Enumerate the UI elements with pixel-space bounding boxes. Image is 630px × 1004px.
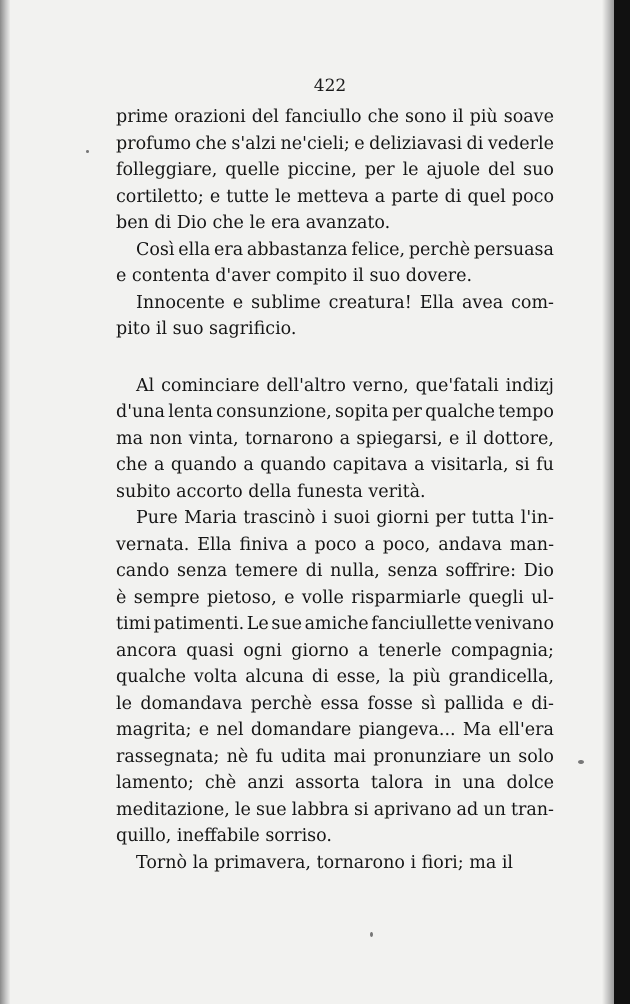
text-line: subito accorto della funesta verità.: [116, 481, 426, 502]
text-line: ma non vinta, tornarono a spiegarsi, e il dottore,: [116, 428, 554, 449]
paragraph: [116, 104, 554, 237]
text-line: le domandava perchè essa fosse sì pallida e di-: [116, 693, 554, 714]
page-number: 422: [313, 76, 347, 96]
paragraph-gap: [116, 343, 554, 373]
paper-speck: [370, 932, 373, 937]
text-line: d'una lenta consunzione, sopita per qualche tempo: [116, 402, 554, 422]
paragraph: [116, 373, 554, 506]
text-line: meditazione, le sue labbra si aprivano ad un tran-: [116, 799, 554, 820]
page-left-edge: [0, 0, 10, 1004]
paragraph: [116, 290, 554, 343]
text-line: Pure Maria trascinò i suoi giorni per tutta l'in-: [136, 508, 554, 528]
paragraph: [116, 237, 554, 290]
paper-speck: [86, 150, 89, 153]
text-line: cortiletto; e tutte le metteva a parte di quel poco: [116, 186, 554, 207]
text-line: cando senza temere di nulla, senza soffrire: Dio: [116, 561, 554, 581]
text-line: timi patimenti. Le sue amiche fanciullette venivano: [116, 614, 554, 634]
text-line: che a quando a quando capitava a visitarla, si fu: [116, 455, 554, 475]
body-text: [116, 104, 554, 876]
paper-speck: [578, 760, 584, 764]
text-line: magrita; e nel domandare piangeva... Ma ell'era: [116, 720, 554, 740]
text-line: prime orazioni del fanciullo che sono il più soave: [116, 107, 554, 127]
text-line: e contenta d'aver compito il suo dovere.: [116, 266, 473, 286]
text-line: qualche volta alcuna di esse, la più grandicella,: [116, 667, 554, 687]
text-line: profumo che s'alzi ne'cieli; e deliziavasi di vederle: [116, 133, 554, 154]
book-binding-edge: [614, 0, 630, 1004]
text-line: quillo, ineffabile sorriso.: [116, 826, 332, 846]
text-line: ben di Dio che le era avanzato.: [116, 213, 391, 233]
text-line: Al cominciare dell'altro verno, que'fatali indizj: [136, 375, 554, 396]
text-line: Tornò la primavera, tornarono i fiori; ma il: [136, 852, 514, 873]
text-line: vernata. Ella finiva a poco a poco, andava man-: [116, 534, 554, 555]
paragraph: [116, 850, 554, 877]
text-line: Così ella era abbastanza felice, perchè persuasa: [136, 239, 554, 260]
text-line: folleggiare, quelle piccine, per le ajuole del suo: [116, 160, 554, 180]
text-line: ancora quasi ogni giorno a tenerle compagnia;: [116, 640, 554, 661]
text-line: Innocente e sublime creatura! Ella avea com-: [136, 292, 554, 313]
text-line: lamento; chè anzi assorta talora in una dolce: [116, 773, 554, 793]
text-line: rassegnata; nè fu udita mai pronunziare un solo: [116, 746, 554, 767]
paragraph: [116, 505, 554, 850]
text-line: pito il suo sagrificio.: [116, 319, 297, 339]
text-line: è sempre pietoso, e volle risparmiarle quegli ul-: [116, 587, 554, 608]
